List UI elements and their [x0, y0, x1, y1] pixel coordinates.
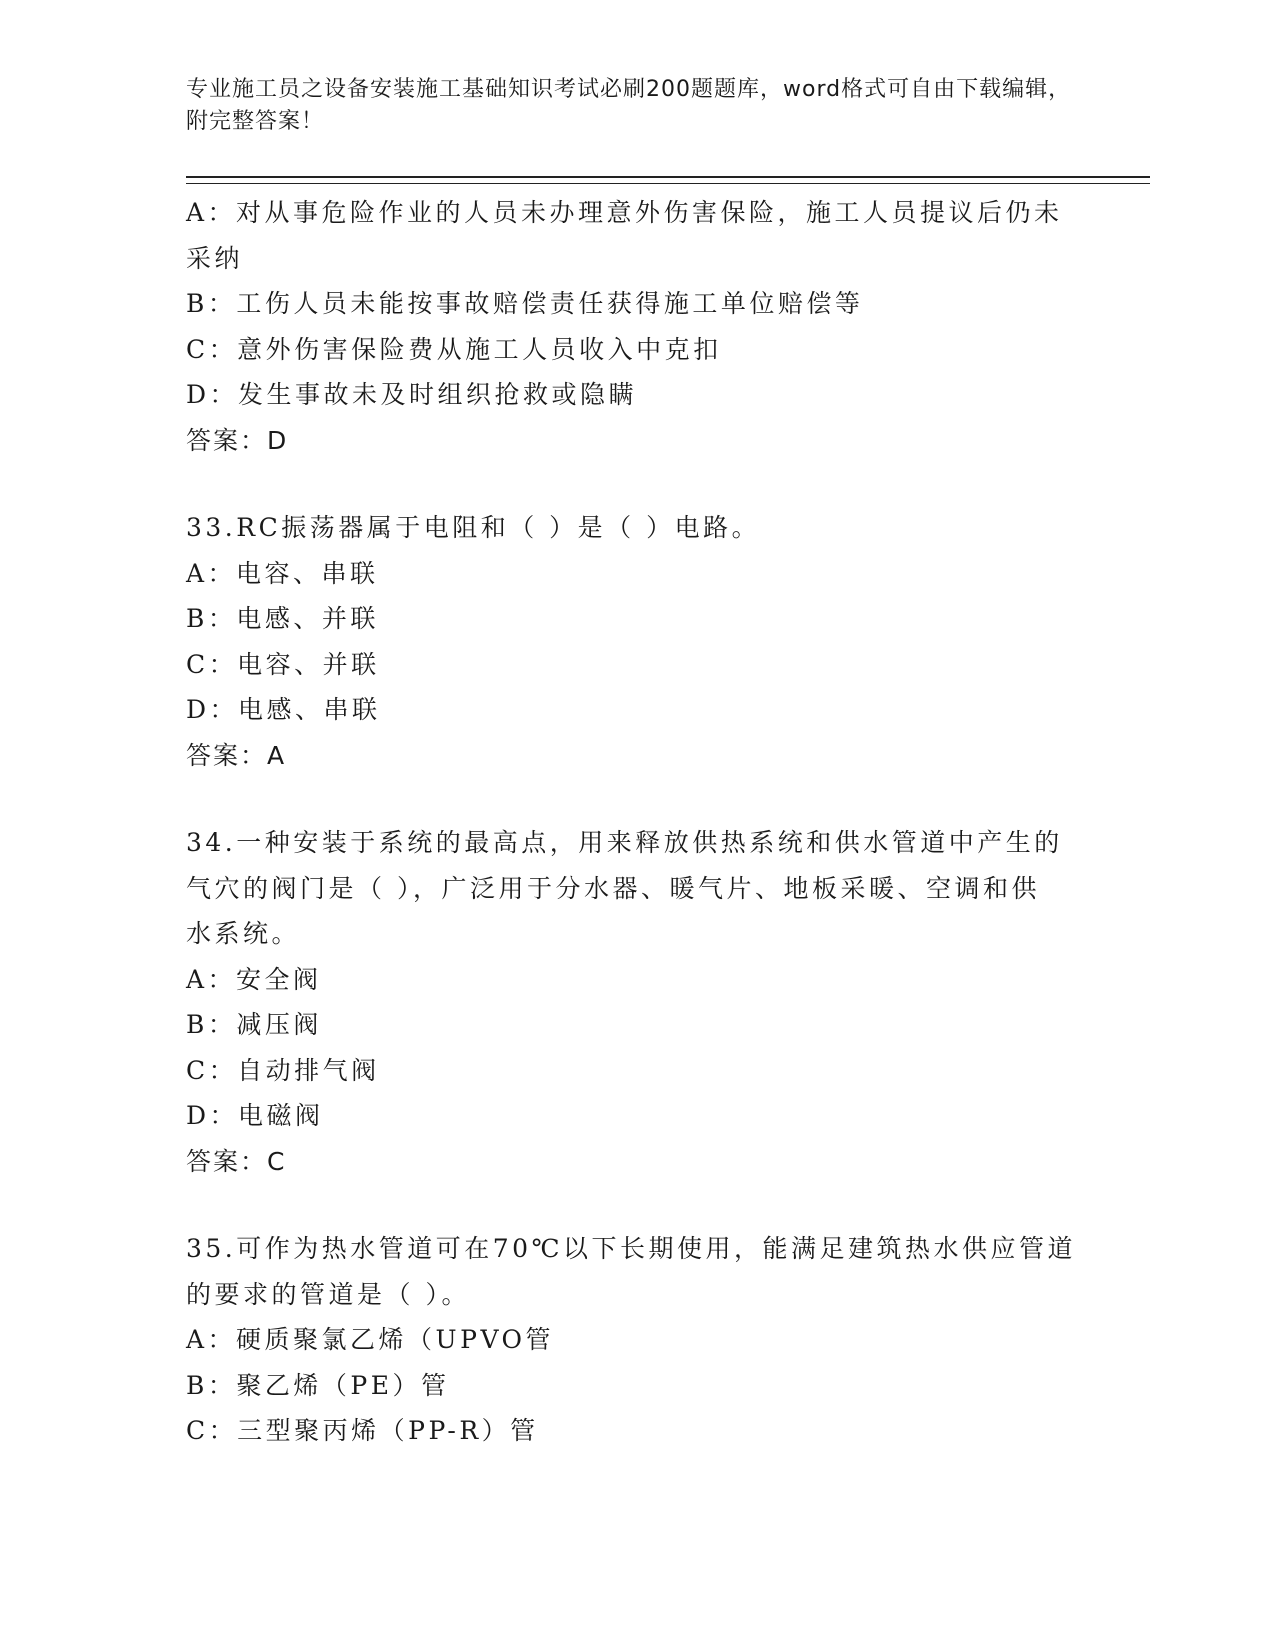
option-a: A：对从事危险作业的人员未办理意外伤害保险，施工人员提议后仍未 — [186, 198, 1063, 227]
option-c: C：自动排气阀 — [186, 1055, 380, 1085]
option-a: A：硬质聚氯乙烯（UPVO管 — [186, 1325, 555, 1354]
answer-line: 答案：C — [186, 1146, 287, 1176]
option-a-continued: 采纳 — [186, 243, 244, 273]
question-block — [186, 820, 1086, 1184]
question-block — [186, 1226, 1086, 1454]
question-block — [186, 505, 1086, 778]
option-b: B：减压阀 — [186, 1010, 322, 1039]
question-stem: 34.一种安装于系统的最高点，用来释放供热系统和供水管道中产生的 — [186, 828, 1063, 857]
question-stem: 33.RC振荡器属于电阻和（ ）是（ ）电路。 — [186, 513, 761, 542]
option-c: C：三型聚丙烯（PP-R）管 — [186, 1416, 539, 1445]
page-header — [186, 74, 1086, 138]
question-list — [186, 190, 1086, 1454]
answer-line: 答案：D — [186, 425, 289, 455]
question-stem-line-2: 的要求的管道是（ ）。 — [186, 1279, 470, 1309]
answer-line: 答案：A — [186, 740, 287, 770]
option-a: A：电容、串联 — [186, 558, 379, 588]
option-c: C：电容、并联 — [186, 649, 380, 679]
option-b: B：电感、并联 — [186, 604, 379, 633]
option-c: C：意外伤害保险费从施工人员收入中克扣 — [186, 334, 722, 364]
question-stem-line-2: 气穴的阀门是（ ），广泛用于分水器、暖气片、地板采暖、空调和供 — [186, 873, 1040, 903]
option-a: A：安全阀 — [186, 964, 322, 994]
option-b: B：工伤人员未能按事故赔偿责任获得施工单位赔偿等 — [186, 289, 864, 318]
option-d: D：发生事故未及时组织抢救或隐瞒 — [186, 380, 638, 409]
header-divider — [186, 176, 1150, 184]
question-block — [186, 190, 1086, 463]
option-d: D：电感、串联 — [186, 695, 381, 724]
option-b: B：聚乙烯（PE）管 — [186, 1370, 450, 1400]
question-stem-line-3: 水系统。 — [186, 919, 301, 948]
option-d: D：电磁阀 — [186, 1101, 324, 1130]
question-stem: 35.可作为热水管道可在70℃以下长期使用，能满足建筑热水供应管道 — [186, 1234, 1077, 1263]
document-title: 专业施工员之设备安装施工基础知识考试必刷200题题库，word格式可自由下载编辑，附完整答案！ — [186, 77, 1072, 134]
